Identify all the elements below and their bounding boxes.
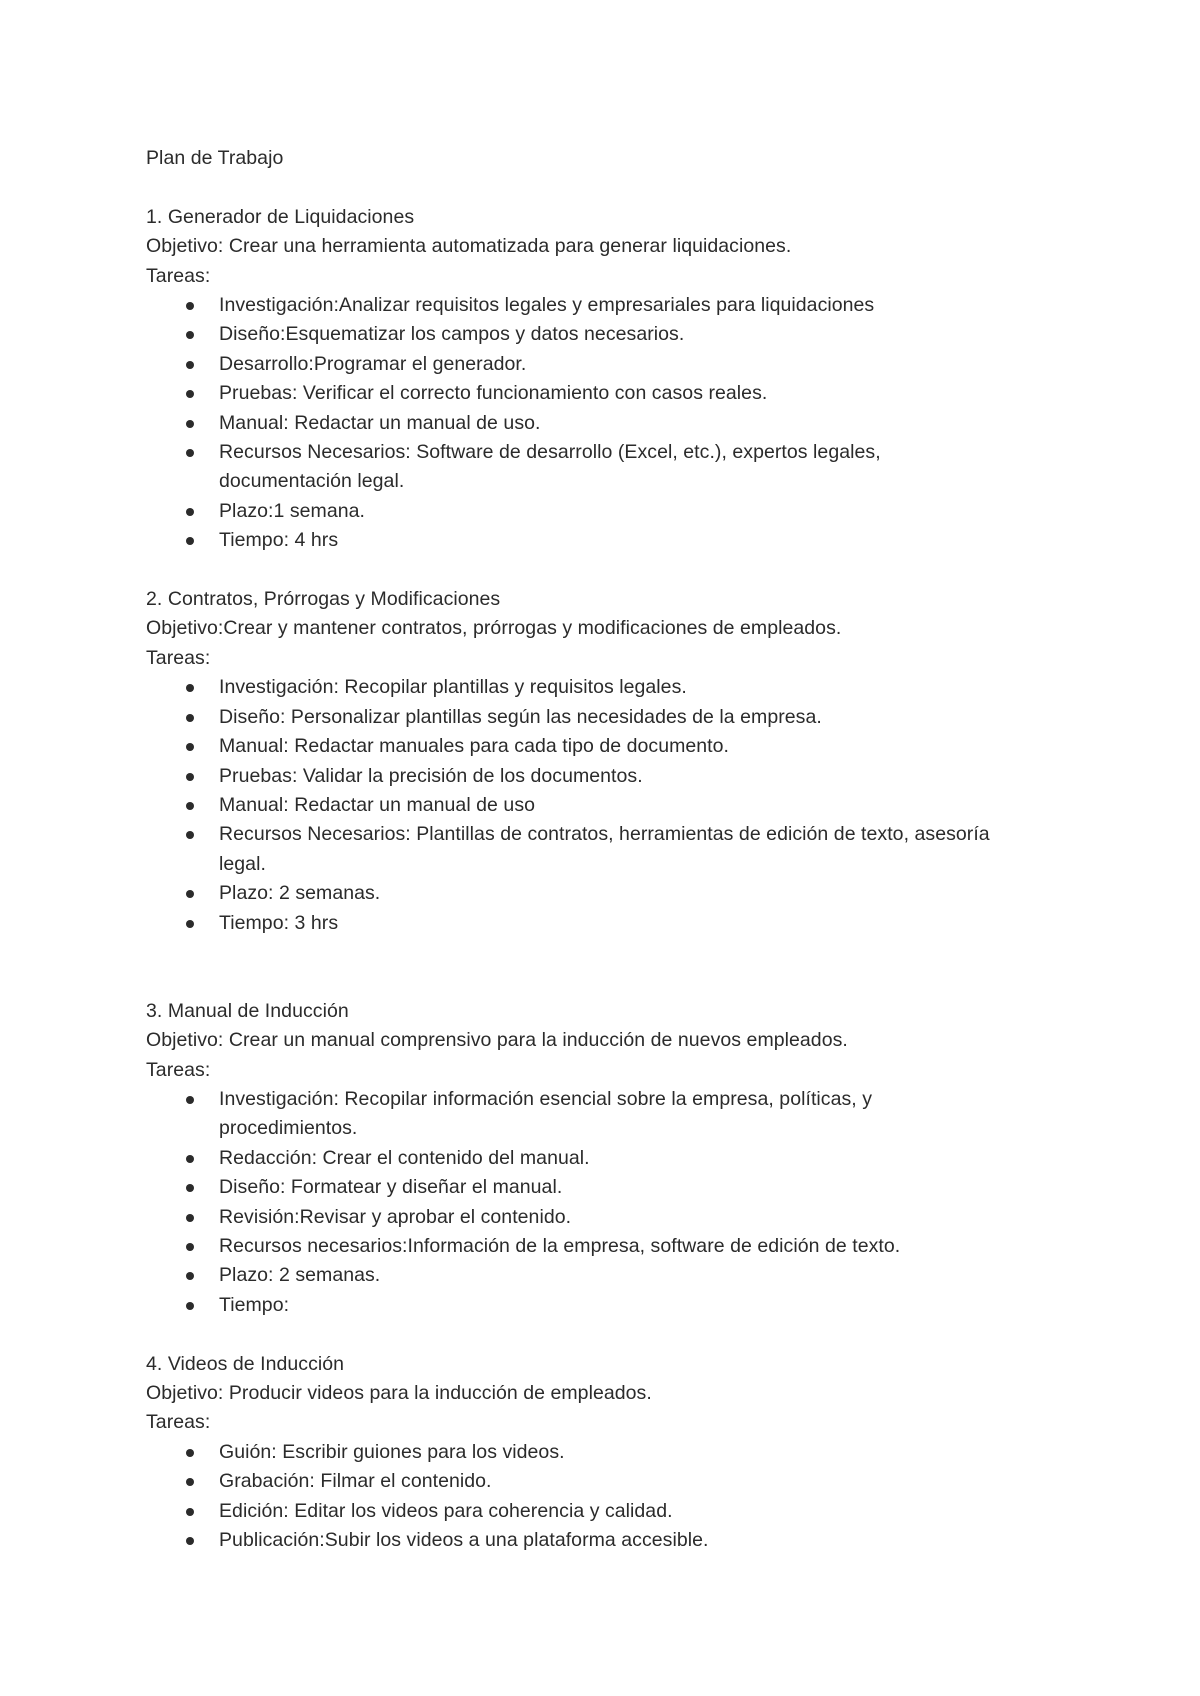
task-text: Recursos necesarios:Información de la empresa, software de edición de texto. (219, 1234, 901, 1257)
section-contratos (146, 585, 1066, 938)
task-list (146, 673, 1066, 938)
list-item (146, 732, 999, 761)
section-videos-induccion (146, 1350, 1066, 1556)
task-text: Tiempo: 3 hrs (219, 911, 339, 934)
section-heading: 4. Videos de Inducción (146, 1352, 345, 1375)
list-item (146, 379, 999, 408)
task-text: Manual: Redactar manuales para cada tipo de documento. (219, 735, 730, 758)
document-page (146, 144, 1066, 1555)
task-list (146, 291, 1066, 556)
list-item (146, 909, 999, 938)
task-text: Plazo: 2 semanas. (219, 1264, 381, 1287)
list-item (146, 1467, 999, 1496)
list-item (146, 1291, 999, 1320)
task-list (146, 1085, 1066, 1320)
task-text: Recursos Necesarios: Plantillas de contratos, herramientas de edición de texto, asesoría legal. (219, 823, 990, 875)
task-text: Manual: Redactar un manual de uso. (219, 411, 541, 434)
bullet-icon (186, 714, 194, 722)
list-item (146, 1261, 999, 1290)
bullet-icon (186, 508, 194, 516)
task-text: Plazo:1 semana. (219, 499, 366, 522)
task-text: Revisión:Revisar y aprobar el contenido. (219, 1205, 572, 1228)
task-text: Tiempo: 4 hrs (219, 529, 339, 552)
bullet-icon (186, 361, 194, 369)
bullet-icon (186, 890, 194, 898)
spacer (146, 556, 1066, 585)
section-heading: 1. Generador de Liquidaciones (146, 205, 415, 228)
spacer (146, 938, 1066, 997)
list-item (146, 820, 999, 879)
list-item (146, 1526, 999, 1555)
bullet-icon (186, 302, 194, 310)
task-text: Pruebas: Validar la precisión de los documentos. (219, 764, 643, 787)
bullet-icon (186, 390, 194, 398)
bullet-icon (186, 1096, 194, 1104)
spacer (146, 1320, 1066, 1349)
task-text: Investigación: Recopilar información esencial sobre la empresa, políticas, y procedimientos. (219, 1087, 873, 1140)
bullet-icon (186, 1155, 194, 1163)
list-item (146, 409, 999, 438)
list-item (146, 1173, 999, 1202)
task-text: Pruebas: Verificar el correcto funcionamiento con casos reales. (219, 382, 768, 405)
task-text: Guión: Escribir guiones para los videos. (219, 1440, 565, 1463)
bullet-icon (186, 773, 194, 781)
list-item (146, 762, 999, 791)
tasks-label: Tareas: (146, 1411, 211, 1434)
bullet-icon (186, 331, 194, 339)
list-item (146, 291, 999, 320)
section-heading: 2. Contratos, Prórrogas y Modificaciones (146, 588, 501, 611)
bullet-icon (186, 920, 194, 928)
document-title: Plan de Trabajo (146, 147, 284, 169)
bullet-icon (186, 1478, 194, 1486)
list-item (146, 1085, 999, 1144)
tasks-label: Tareas: (146, 1058, 211, 1081)
tasks-label: Tareas: (146, 646, 211, 669)
list-item (146, 703, 999, 732)
list-item (146, 497, 999, 526)
list-item (146, 1497, 999, 1526)
list-item (146, 438, 999, 497)
bullet-icon (186, 1537, 194, 1545)
bullet-icon (186, 1302, 194, 1310)
task-text: Investigación: Recopilar plantillas y requisitos legales. (219, 676, 687, 699)
tasks-label: Tareas: (146, 264, 211, 287)
bullet-icon (186, 1449, 194, 1457)
list-item (146, 879, 999, 908)
list-item (146, 350, 999, 379)
section-manual-induccion (146, 997, 1066, 1320)
section-objective: Objetivo: Crear un manual comprensivo para la inducción de nuevos empleados. (146, 1029, 848, 1052)
bullet-icon (186, 1508, 194, 1516)
bullet-icon (186, 831, 194, 839)
task-text: Diseño: Personalizar plantillas según las necesidades de la empresa. (219, 705, 822, 728)
bullet-icon (186, 420, 194, 428)
list-item (146, 791, 999, 820)
section-generador-liquidaciones (146, 203, 1066, 556)
task-text: Diseño: Formatear y diseñar el manual. (219, 1176, 563, 1199)
task-text: Desarrollo:Programar el generador. (219, 352, 527, 375)
list-item (146, 1203, 999, 1232)
task-text: Edición: Editar los videos para coherencia y calidad. (219, 1499, 673, 1522)
bullet-icon (186, 802, 194, 810)
task-text: Diseño:Esquematizar los campos y datos necesarios. (219, 323, 685, 346)
task-text: Publicación:Subir los videos a una plataforma accesible. (219, 1529, 709, 1552)
bullet-icon (186, 537, 194, 545)
section-objective: Objetivo: Producir videos para la inducción de empleados. (146, 1382, 652, 1404)
bullet-icon (186, 1184, 194, 1192)
bullet-icon (186, 684, 194, 692)
list-item (146, 1144, 999, 1173)
list-item (146, 673, 999, 702)
bullet-icon (186, 449, 194, 457)
bullet-icon (186, 743, 194, 751)
task-text: Grabación: Filmar el contenido. (219, 1470, 492, 1493)
task-text: Redacción: Crear el contenido del manual. (219, 1146, 590, 1169)
task-text: Manual: Redactar un manual de uso (219, 793, 536, 816)
section-heading: 3. Manual de Inducción (146, 999, 349, 1022)
bullet-icon (186, 1214, 194, 1222)
section-objective: Objetivo: Crear una herramienta automatizada para generar liquidaciones. (146, 235, 792, 258)
bullet-icon (186, 1272, 194, 1280)
spacer (146, 173, 1066, 202)
list-item (146, 526, 999, 555)
task-text: Investigación:Analizar requisitos legales y empresariales para liquidaciones (219, 294, 875, 317)
list-item (146, 1438, 999, 1467)
task-text: Plazo: 2 semanas. (219, 882, 381, 905)
section-objective: Objetivo:Crear y mantener contratos, prórrogas y modificaciones de empleados. (146, 617, 842, 640)
task-text: Recursos Necesarios: Software de desarrollo (Excel, etc.), expertos legales, documentación legal. (219, 441, 881, 493)
list-item (146, 320, 999, 349)
list-item (146, 1232, 999, 1261)
task-text: Tiempo: (219, 1293, 290, 1316)
bullet-icon (186, 1243, 194, 1251)
task-list (146, 1438, 1066, 1556)
